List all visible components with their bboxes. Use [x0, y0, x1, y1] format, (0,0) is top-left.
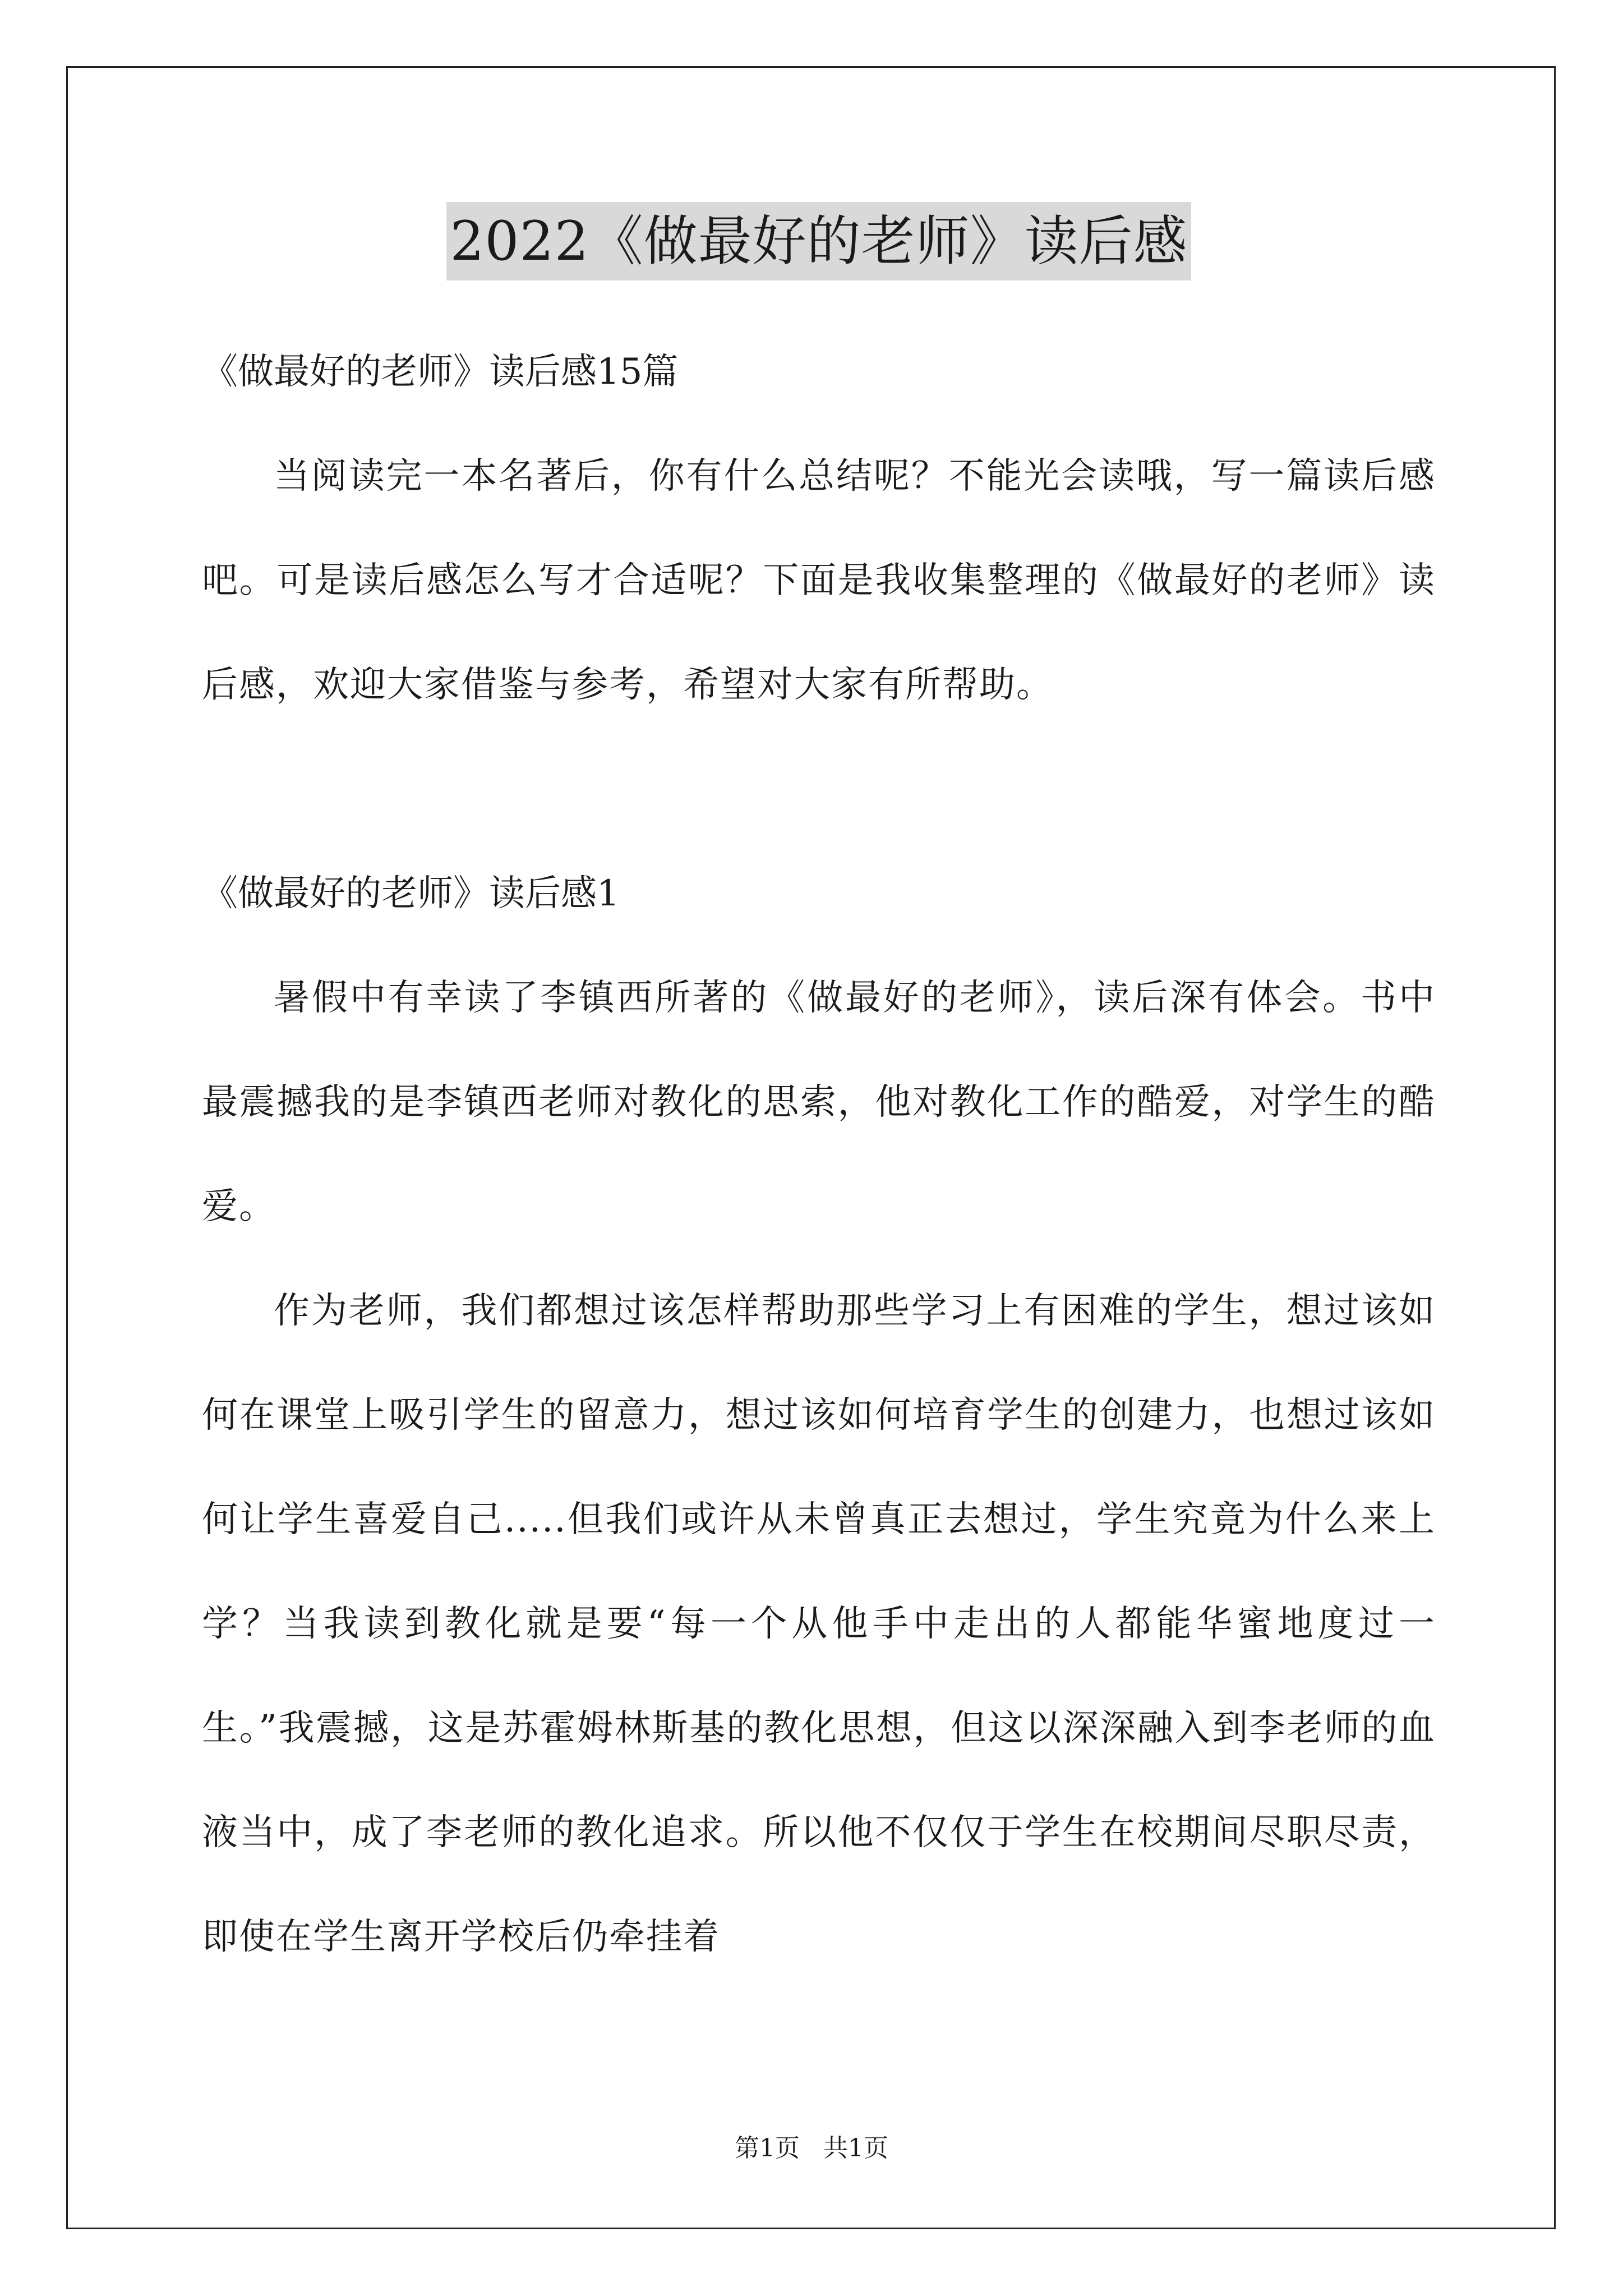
document-subtitle: 《做最好的老师》读后感15篇 [202, 351, 679, 393]
page-number-label: 第1页 共1页 [735, 2134, 888, 2162]
title-container [202, 202, 1436, 280]
document-body [202, 202, 1436, 1989]
section-heading: 《做最好的老师》读后感1 [202, 873, 620, 914]
body-paragraph-1: 暑假中有幸读了李镇西所著的《做最好的老师》，读后深有体会。书中最震撼我的是李镇西老师对教化的思索，他对教化工作的酷爱，对学生的酷爱。 [202, 977, 1436, 1227]
section-spacer [202, 737, 1436, 841]
body-paragraph-2: 作为老师，我们都想过该怎样帮助那些学习上有困难的学生，想过该如何在课堂上吸引学生的留意力，想过该如何培育学生的创建力，也想过该如何让学生喜爱自己.....但我们或许从未曾真正去想过，学生究竟为什么来上学？当我读到教化就是要“每一个从他手中走出的人都能华蜜地度过一生。”我震撼，这是苏霍姆林斯基的教化思想，但这以深深融入到李老师的血液当中，成了李老师的教化追求。所以他不仅仅于学生在校期间尽职尽责，即使在学生离开学校后仍牵挂着 [202, 1290, 1436, 1958]
intro-paragraph: 当阅读完一本名著后，你有什么总结呢？不能光会读哦，写一篇读后感吧。可是读后感怎么写才合适呢？下面是我收集整理的《做最好的老师》读后感，欢迎大家借鉴与参考，希望对大家有所帮助。 [202, 455, 1436, 706]
page-footer [0, 2132, 1623, 2165]
document-title: 2022《做最好的老师》读后感 [446, 202, 1191, 280]
